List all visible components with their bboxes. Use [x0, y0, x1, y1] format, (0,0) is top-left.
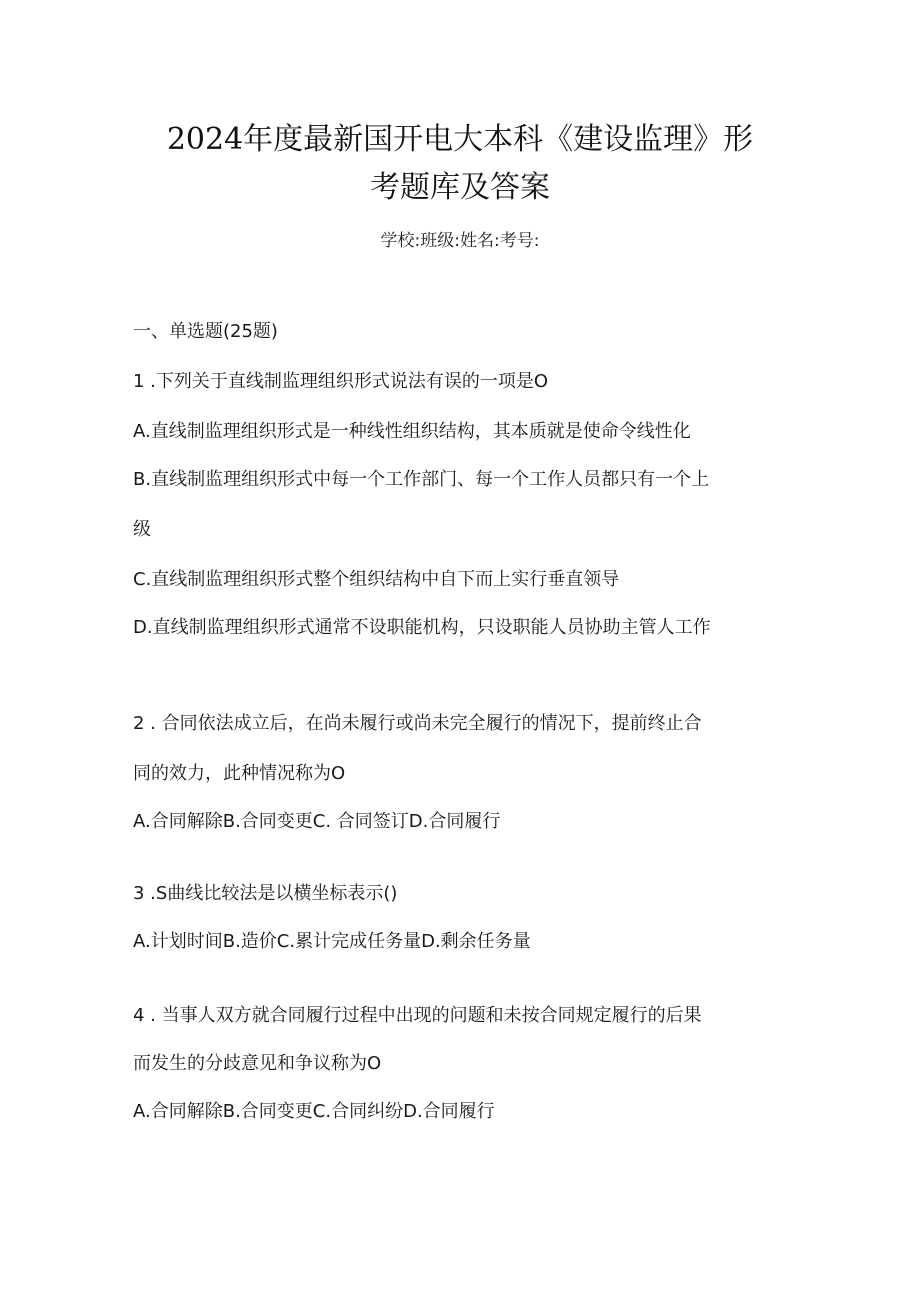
question-1-stem: 1 .下列关于直线制监理组织形式说法有误的一项是O: [133, 371, 549, 392]
question-1-option-b: B.直线制监理组织形式中每一个工作部门、每一个工作人员都只有一个上: [133, 469, 710, 490]
question-3-stem: 3 .S曲线比较法是以横坐标表示(): [133, 883, 398, 904]
student-info-line: 学校:班级:姓名:考号:: [380, 231, 540, 251]
question-1-option-a: A.直线制监理组织形式是一种线性组织结构，其本质就是使命令线性化: [133, 421, 691, 442]
question-4-stem: 4 . 当事人双方就合同履行过程中出现的问题和未按合同规定履行的后果: [133, 1005, 702, 1026]
question-4-options: A.合同解除B.合同变更C.合同纠纷D.合同履行: [133, 1101, 495, 1122]
document-title-line-2: 考题库及答案: [370, 170, 550, 205]
question-2-stem-continued: 同的效力，此种情况称为O: [133, 763, 346, 784]
question-1-option-b-continued: 级: [133, 519, 151, 540]
section-heading: 一、单选题(25题): [133, 321, 278, 342]
question-1-option-c: C.直线制监理组织形式整个组织结构中自下而上实行垂直领导: [133, 569, 620, 590]
question-1-option-d: D.直线制监理组织形式通常不设职能机构，只设职能人员协助主管人工作: [133, 617, 711, 638]
question-3-options: A.计划时间B.造价C.累计完成任务量D.剩余任务量: [133, 931, 531, 952]
question-4-stem-continued: 而发生的分歧意见和争议称为O: [133, 1053, 382, 1074]
question-2-stem: 2 . 合同依法成立后，在尚未履行或尚未完全履行的情况下，提前终止合: [133, 713, 702, 734]
question-2-options: A.合同解除B.合同变更C. 合同签订D.合同履行: [133, 811, 501, 832]
document-title-line-1: 2024年度最新国开电大本科《建设监理》形: [166, 122, 754, 157]
